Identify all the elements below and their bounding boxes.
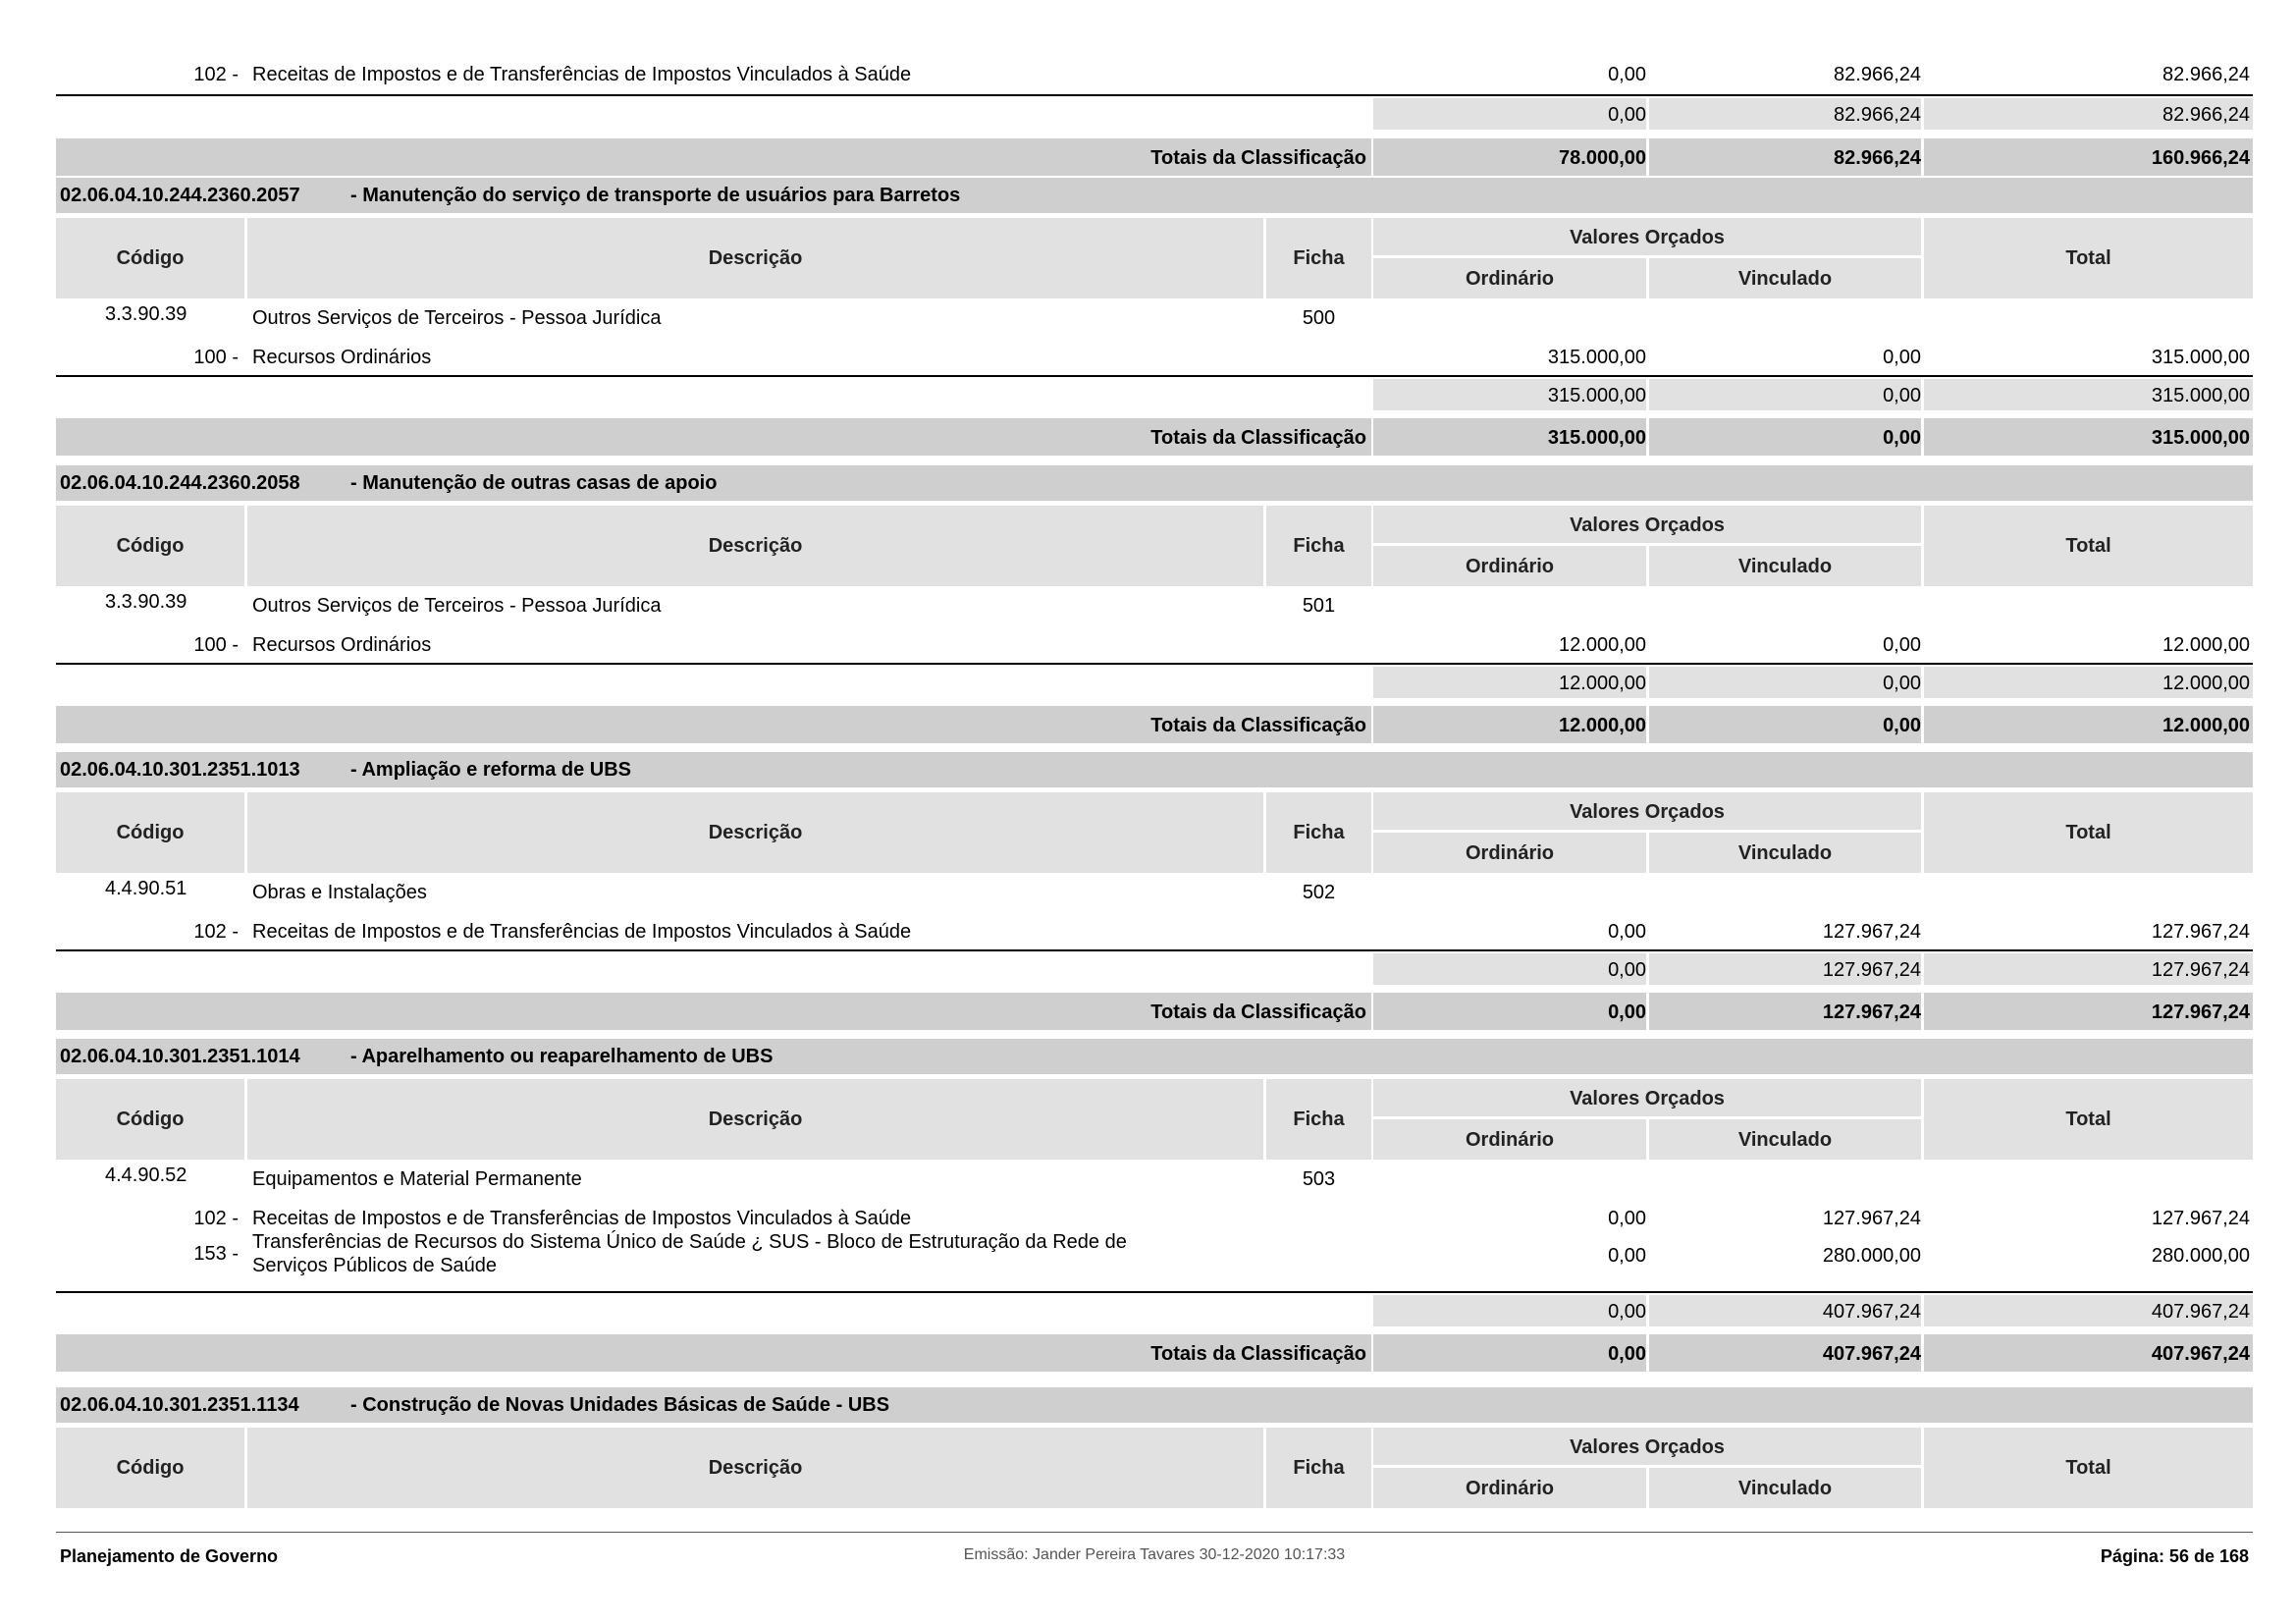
totais-label: Totais da Classificação — [1150, 427, 1366, 449]
header-ficha: Ficha — [1293, 1109, 1345, 1130]
column-header — [56, 218, 2253, 298]
classification-title: - Construção de Novas Unidades Básicas de Saúde - UBS — [350, 1394, 890, 1416]
footer-left: Planejamento de Governo — [60, 1546, 279, 1566]
totais-ordinario: 12.000,00 — [1559, 715, 1646, 736]
header-ficha: Ficha — [1293, 535, 1345, 557]
subtotal-ordinario: 0,00 — [1608, 104, 1646, 126]
fonte-code: 102 - — [193, 1208, 239, 1229]
value-vinculado: 127.967,24 — [1822, 921, 1921, 943]
element-desc: Outros Serviços de Terceiros - Pessoa Jurídica — [252, 595, 662, 617]
element-row — [56, 1163, 2253, 1193]
subtotal-ordinario: 12.000,00 — [1559, 673, 1646, 694]
totais-label: Totais da Classificação — [1150, 147, 1366, 169]
totais-row — [56, 1334, 2253, 1372]
classification-title: - Ampliação e reforma de UBS — [350, 759, 632, 781]
header-ordinario: Ordinário — [1465, 842, 1554, 864]
fonte-code: 100 - — [193, 347, 239, 368]
header-total: Total — [2065, 535, 2111, 557]
element-row — [56, 590, 2253, 620]
subtotal-vinculado: 127.967,24 — [1822, 959, 1921, 981]
classification-bar — [56, 465, 2253, 501]
header-ficha: Ficha — [1293, 822, 1345, 843]
subtotal-row — [56, 375, 2253, 412]
totais-ordinario: 0,00 — [1608, 1343, 1646, 1365]
column-header — [56, 1428, 2253, 1508]
element-code: 4.4.90.52 — [105, 1164, 187, 1186]
classification-code: 02.06.04.10.244.2360.2058 — [60, 472, 300, 494]
totais-total: 315.000,00 — [2151, 427, 2250, 449]
footer-emission: Emissão: Jander Pereira Tavares 30-12-2020 10:17:33 — [963, 1546, 1346, 1563]
subtotal-row — [56, 1291, 2253, 1328]
header-total: Total — [2065, 247, 2111, 269]
header-vinculado: Vinculado — [1737, 1478, 1833, 1499]
subtotal-total: 82.966,24 — [2163, 104, 2250, 126]
element-row — [56, 302, 2253, 332]
totais-row — [56, 418, 2253, 456]
fonte-desc: Receitas de Impostos e de Transferências de Impostos Vinculados à Saúde — [252, 921, 912, 943]
value-vinculado: 0,00 — [1883, 634, 1921, 656]
page-footer — [56, 1532, 2253, 1572]
value-vinculado: 0,00 — [1883, 347, 1921, 368]
value-vinculado: 82.966,24 — [1834, 64, 1921, 85]
totais-vinculado: 82.966,24 — [1834, 147, 1921, 169]
totais-total: 160.966,24 — [2151, 147, 2250, 169]
classification-code: 02.06.04.10.301.2351.1013 — [60, 759, 300, 781]
value-total: 12.000,00 — [2163, 634, 2250, 656]
header-total: Total — [2065, 1109, 2111, 1130]
column-header — [56, 1079, 2253, 1160]
element-code: 3.3.90.39 — [105, 591, 187, 613]
fonte-desc-cont: Serviços Públicos de Saúde — [252, 1255, 498, 1276]
header-vinculado: Vinculado — [1737, 842, 1833, 864]
subtotal-ordinario: 0,00 — [1608, 1301, 1646, 1323]
classification-title: - Manutenção de outras casas de apoio — [350, 472, 718, 494]
header-total: Total — [2065, 1457, 2111, 1479]
header-vinculado: Vinculado — [1737, 1129, 1833, 1151]
subtotal-total: 12.000,00 — [2163, 673, 2250, 694]
element-row — [56, 877, 2253, 906]
subtotal-row — [56, 949, 2253, 987]
header-descricao: Descrição — [708, 1457, 803, 1479]
header-valores-orcados: Valores Orçados — [1570, 1088, 1725, 1109]
fonte-desc: Recursos Ordinários — [252, 347, 432, 368]
fonte-row — [56, 61, 2253, 90]
value-vinculado: 280.000,00 — [1822, 1245, 1921, 1267]
totais-label: Totais da Classificação — [1150, 715, 1366, 736]
totais-total: 12.000,00 — [2163, 715, 2250, 736]
header-ordinario: Ordinário — [1465, 556, 1554, 577]
subtotal-vinculado: 0,00 — [1883, 385, 1921, 406]
header-descricao: Descrição — [708, 535, 803, 557]
subtotal-total: 127.967,24 — [2151, 959, 2250, 981]
value-vinculado: 127.967,24 — [1822, 1208, 1921, 1229]
value-total: 82.966,24 — [2163, 64, 2250, 85]
header-ordinario: Ordinário — [1465, 1478, 1554, 1499]
element-desc: Outros Serviços de Terceiros - Pessoa Jurídica — [252, 307, 662, 329]
fonte-row — [56, 1205, 2253, 1234]
element-ficha: 502 — [1302, 882, 1336, 903]
totais-vinculado: 407.967,24 — [1822, 1343, 1921, 1365]
fonte-desc: Recursos Ordinários — [252, 634, 432, 656]
header-descricao: Descrição — [708, 822, 803, 843]
fonte-row — [56, 344, 2253, 373]
subtotal-vinculado: 407.967,24 — [1822, 1301, 1921, 1323]
classification-bar — [56, 752, 2253, 787]
value-ordinario: 12.000,00 — [1559, 634, 1646, 656]
classification-code: 02.06.04.10.301.2351.1014 — [60, 1046, 300, 1067]
subtotal-ordinario: 315.000,00 — [1547, 385, 1646, 406]
header-descricao: Descrição — [708, 1109, 803, 1130]
totais-ordinario: 78.000,00 — [1559, 147, 1646, 169]
totais-row — [56, 993, 2253, 1030]
subtotal-row — [56, 94, 2253, 132]
subtotal-ordinario: 0,00 — [1608, 959, 1646, 981]
header-codigo: Código — [116, 247, 185, 269]
totais-vinculado: 0,00 — [1883, 427, 1921, 449]
totais-total: 127.967,24 — [2151, 1001, 2250, 1023]
totais-ordinario: 0,00 — [1608, 1001, 1646, 1023]
fonte-code: 102 - — [193, 64, 239, 85]
value-ordinario: 0,00 — [1608, 1245, 1646, 1267]
column-header — [56, 506, 2253, 586]
footer-page: Página: 56 de 168 — [2100, 1546, 2249, 1566]
value-total: 127.967,24 — [2151, 921, 2250, 943]
subtotal-row — [56, 663, 2253, 700]
header-valores-orcados: Valores Orçados — [1570, 1436, 1725, 1458]
value-ordinario: 315.000,00 — [1547, 347, 1646, 368]
fonte-code: 100 - — [193, 634, 239, 656]
totais-total: 407.967,24 — [2151, 1343, 2250, 1365]
classification-code: 02.06.04.10.301.2351.1134 — [60, 1394, 299, 1416]
totais-ordinario: 315.000,00 — [1547, 427, 1646, 449]
classification-code: 02.06.04.10.244.2360.2057 — [60, 185, 300, 206]
header-codigo: Código — [116, 1109, 185, 1130]
value-ordinario: 0,00 — [1608, 1208, 1646, 1229]
subtotal-vinculado: 0,00 — [1883, 673, 1921, 694]
fonte-desc: Transferências de Recursos do Sistema Único de Saúde ¿ SUS - Bloco de Estruturação da Rede de — [252, 1231, 1127, 1253]
totais-row — [56, 706, 2253, 743]
fonte-code: 102 - — [193, 921, 239, 943]
header-total: Total — [2065, 822, 2111, 843]
value-total: 127.967,24 — [2151, 1208, 2250, 1229]
subtotal-total: 407.967,24 — [2151, 1301, 2250, 1323]
totais-vinculado: 127.967,24 — [1822, 1001, 1921, 1023]
header-vinculado: Vinculado — [1737, 268, 1833, 290]
header-ordinario: Ordinário — [1465, 1129, 1554, 1151]
subtotal-total: 315.000,00 — [2151, 385, 2250, 406]
totais-label: Totais da Classificação — [1150, 1343, 1366, 1365]
header-ordinario: Ordinário — [1465, 268, 1554, 290]
totais-label: Totais da Classificação — [1150, 1001, 1366, 1023]
value-ordinario: 0,00 — [1608, 64, 1646, 85]
fonte-code: 153 - — [193, 1243, 239, 1265]
value-total: 315.000,00 — [2151, 347, 2250, 368]
element-code: 3.3.90.39 — [105, 303, 187, 325]
element-ficha: 501 — [1302, 595, 1336, 617]
header-valores-orcados: Valores Orçados — [1570, 514, 1725, 536]
header-ficha: Ficha — [1293, 247, 1345, 269]
value-ordinario: 0,00 — [1608, 921, 1646, 943]
column-header — [56, 792, 2253, 873]
classification-bar — [56, 1387, 2253, 1423]
element-desc: Equipamentos e Material Permanente — [252, 1168, 582, 1190]
totais-row — [56, 138, 2253, 176]
header-valores-orcados: Valores Orçados — [1570, 801, 1725, 823]
totais-vinculado: 0,00 — [1883, 715, 1921, 736]
fonte-row — [56, 631, 2253, 661]
classification-title: - Aparelhamento ou reaparelhamento de UBS — [350, 1046, 774, 1067]
header-codigo: Código — [116, 535, 185, 557]
classification-bar — [56, 178, 2253, 213]
fonte-row — [56, 1231, 2253, 1283]
fonte-desc: Receitas de Impostos e de Transferências de Impostos Vinculados à Saúde — [252, 1208, 912, 1229]
header-codigo: Código — [116, 1457, 185, 1479]
element-ficha: 503 — [1302, 1168, 1336, 1190]
value-total: 280.000,00 — [2151, 1245, 2250, 1267]
header-codigo: Código — [116, 822, 185, 843]
header-vinculado: Vinculado — [1737, 556, 1833, 577]
header-valores-orcados: Valores Orçados — [1570, 227, 1725, 248]
header-descricao: Descrição — [708, 247, 803, 269]
header-ficha: Ficha — [1293, 1457, 1345, 1479]
fonte-row — [56, 918, 2253, 947]
element-desc: Obras e Instalações — [252, 882, 427, 903]
classification-bar — [56, 1039, 2253, 1074]
element-code: 4.4.90.51 — [105, 878, 187, 899]
fonte-desc: Receitas de Impostos e de Transferências de Impostos Vinculados à Saúde — [252, 64, 912, 85]
classification-title: - Manutenção do serviço de transporte de usuários para Barretos — [350, 185, 961, 206]
element-ficha: 500 — [1302, 307, 1336, 329]
subtotal-vinculado: 82.966,24 — [1834, 104, 1921, 126]
